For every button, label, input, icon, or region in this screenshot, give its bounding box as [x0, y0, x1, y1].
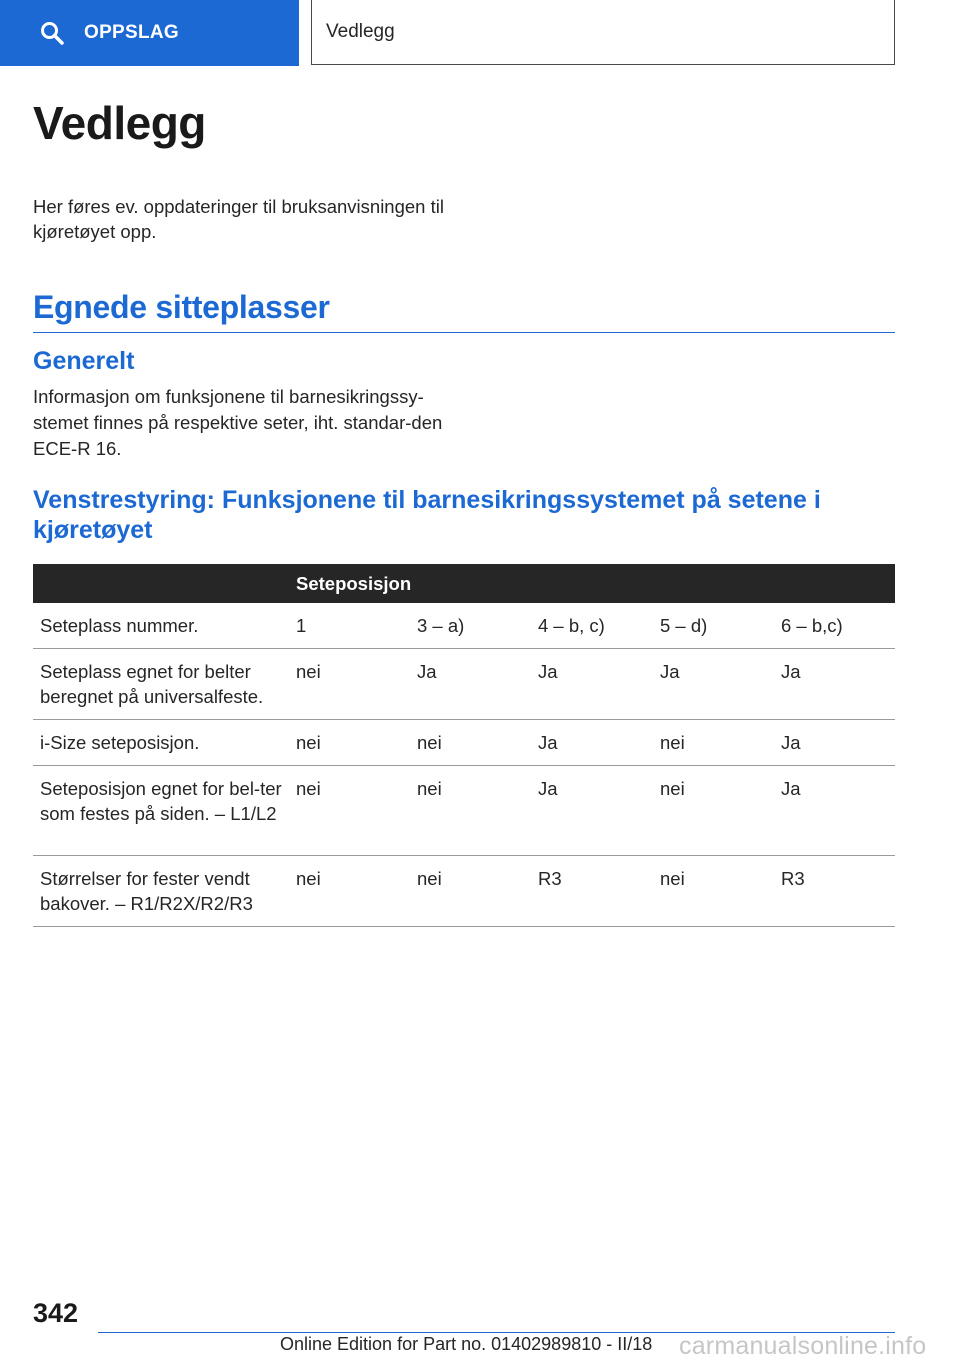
table-row — [33, 856, 895, 927]
top-bar — [0, 0, 960, 66]
table-cell: Ja — [531, 649, 653, 720]
table-cell: Seteposisjon egnet for bel-ter som festes på siden. – L1/L2 — [33, 766, 289, 856]
table-cell: nei — [289, 649, 410, 720]
table-cell: nei — [289, 766, 410, 856]
breadcrumb-label: Vedlegg — [326, 21, 395, 42]
table-cell: 4 – b, c) — [531, 603, 653, 649]
table-cell: 3 – a) — [410, 603, 531, 649]
table-cell: nei — [653, 766, 774, 856]
table-cell: nei — [289, 856, 410, 927]
table-cell: Størrelser for fester vendt bakover. – R1/R2X/R2/R3 — [33, 856, 289, 927]
table-cell: 5 – d) — [653, 603, 774, 649]
general-text: Informasjon om funksjonene til barnesikringssy-stemet finnes på respektive seter, iht. standar-den ECE-R 16. — [33, 386, 443, 459]
table-cell: Ja — [774, 649, 895, 720]
edition-note: Online Edition for Part no. 01402989810 - II/18 — [280, 1334, 653, 1354]
search-icon — [40, 21, 64, 45]
subsection-title: Generelt — [33, 347, 135, 375]
table-cell: R3 — [774, 856, 895, 927]
intro-text: Her føres ev. oppdateringer til bruksanvisningen til kjøretøyet opp. — [33, 196, 444, 242]
table-cell: Seteplass egnet for belter beregnet på universalfeste. — [33, 649, 289, 720]
table-cell: 6 – b,c) — [774, 603, 895, 649]
page-title: Vedlegg — [33, 97, 206, 149]
seat-position-table — [33, 564, 895, 927]
table-cell: Ja — [653, 649, 774, 720]
page-number: 342 — [33, 1298, 79, 1328]
table-cell: nei — [653, 856, 774, 927]
table-cell: nei — [289, 720, 410, 766]
table-cell: Seteplass nummer. — [33, 603, 289, 649]
left-hand-drive-title: Venstrestyring: Funksjonene til barnesikringssystemet på setene i kjøretøyet — [33, 486, 821, 544]
lookup-tab[interactable] — [0, 0, 299, 66]
table-cell: Ja — [531, 720, 653, 766]
table-cell: nei — [410, 856, 531, 927]
table-cell: R3 — [531, 856, 653, 927]
table-cell: nei — [410, 720, 531, 766]
lookup-tab-label: OPPSLAG — [84, 22, 180, 43]
table-header-seat-position: Seteposisjon — [289, 564, 895, 603]
table-cell: Ja — [531, 766, 653, 856]
table-cell: Ja — [774, 766, 895, 856]
table-cell: Ja — [774, 720, 895, 766]
table-row — [33, 649, 895, 720]
table-cell: 1 — [289, 603, 410, 649]
table-cell: i-Size seteposisjon. — [33, 720, 289, 766]
table-cell: nei — [653, 720, 774, 766]
table-header-empty — [33, 564, 289, 603]
table-row — [33, 720, 895, 766]
watermark: carmanualsonline.info — [679, 1332, 927, 1360]
table-cell: nei — [410, 766, 531, 856]
table-cell: Ja — [410, 649, 531, 720]
breadcrumb — [311, 0, 895, 65]
table-header-row — [33, 564, 895, 603]
table-row — [33, 766, 895, 856]
table-row — [33, 603, 895, 649]
section-title: Egnede sitteplasser — [33, 289, 895, 333]
